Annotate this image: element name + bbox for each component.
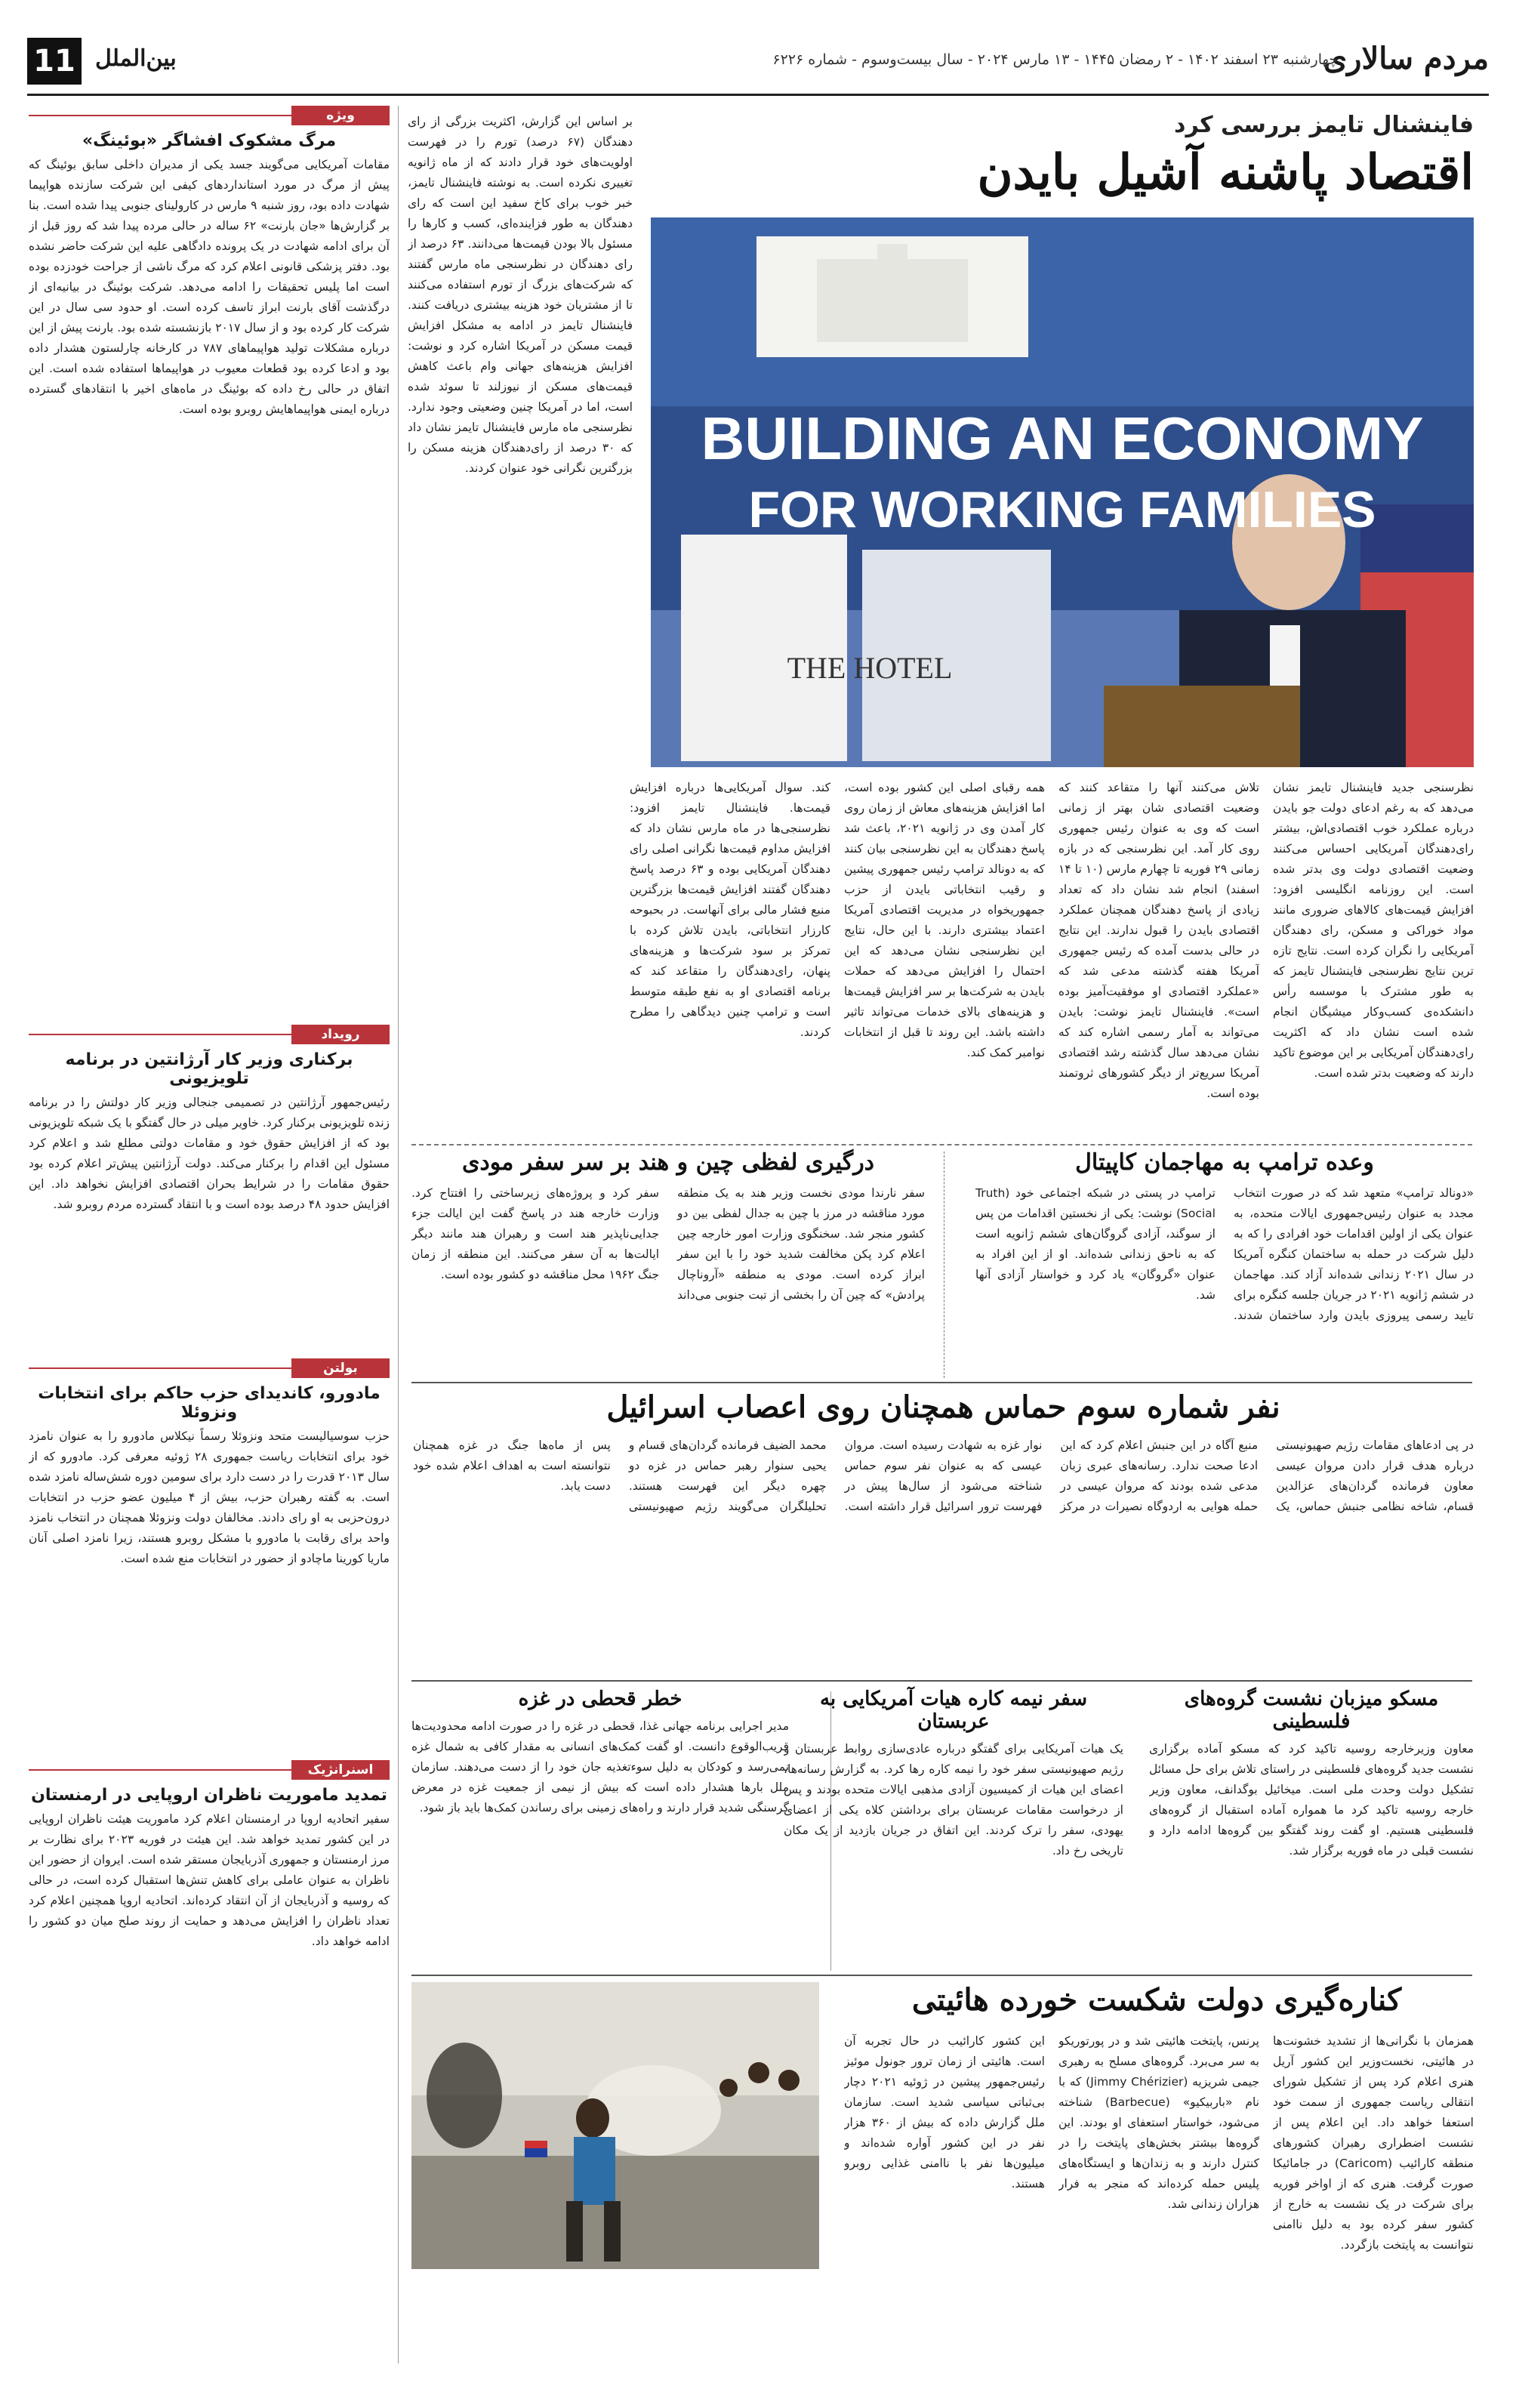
page-number: 11 (27, 38, 82, 85)
trump-body: «دونالد ترامپ» متعهد شد که در صورت انتخاب مجدد به عنوان رئیس‌جمهوری ایالات متحده، به عنوان یکی از اولین اقدامات خود افرادی را که به دلیل شرکت در حمله به ساختمان کنگره آمریکا در سال ۲۰۲۱ زندانی شده‌اند آزاد کند. مهاجمان در ششم ژانویه ۲۰۲۱ در جریان جلسه کنگره برای تایید رسمی پیروزی بایدن وارد ساختمان شدند. ترامپ در پستی در شبکه اجتماعی خود (Truth Social) نوشت: یکی از نخستین اقدامات من پس از سوگند، آزادی گروگان‌های ششم ژانویه است که به ناحق زندانی شده‌اند. او از این افراد به عنوان «گروگان» یاد کرد و خواستار آزادی آنها شد. (975, 1186, 1474, 1322)
sidebar-label-row (29, 1358, 390, 1378)
china-headline: درگیری لفظی چین و هند بر سر سفر مودی (461, 1149, 875, 1176)
sidebar-body-armenia: سفیر اتحادیه اروپا در ارمنستان اعلام کرد ماموریت هیئت ناظران اروپایی در این کشور تمدید خواهد شد. این هیئت در فوریه ۲۰۲۳ برای نظارت بر مرز ارمنستان و جمهوری آذربایجان مستقر شده است. ایروان از حضور این ناظران به عنوان عاملی برای کاهش تنش‌ها استقبال کرده است، در حالی که روسیه و آذربایجان از آن انتقاد کرده‌اند. اتحادیه اروپا همچنین اعلام کرد تعداد ناظران را افزایش می‌دهد و حمایت از روند صلح میان دو کشور را ادامه خواهد داد. (29, 1812, 390, 1948)
biden-photo-illustration (651, 217, 1474, 767)
lead-body-col3: همه رقبای اصلی این کشور بوده است، اما افزایش هزینه‌های معاش از زمان روی کار آمدن وی در ژانویه ۲۰۲۱، باعث شد پاسخ دهندگان به این نظرسنجی بیان کنند که به دونالد ترامپ رئیس جمهوری پیشین و رقیب انتخاباتی بایدن از حزب جمهوریخواه در مدیریت اقتصادی آمریکا اعتماد بیشتری دارند. با این حال، نتایج این نظرسنجی نشان می‌دهد که این احتمال را افزایش می‌دهد که حملات بایدن به شرکت‌ها بر سر افزایش قیمت‌ها و هزینه‌های بالای خدمات می‌تواند تاثیر داشته باشد. این روند تا قبل از انتخابات نوامبر کمک کند. (844, 781, 1045, 1059)
mini-article-moscow (1149, 1688, 1474, 1981)
sidebar-title-armenia: تمدید ماموریت ناظران اروپایی در ارمنستان (31, 1786, 387, 1805)
masthead (27, 38, 1489, 96)
sidebar-body-argentina: رئیس‌جمهور آرژانتین در تصمیمی جنجالی وزیر کار دولتش را در برنامه زنده تلویزیونی برکنار کرد. خاویر میلی در حال گفتگو با یک شبکه تلویزیونی بود که از افزایش حقوق خود و مقامات دولتی مطلع شد و اعلام کرد مسئول این اقدام را برکنار می‌کند. دولت آرژانتین پیش‌تر اعلام کرده بود حقوق مقامات را در شرایط بحران اقتصادی افزایش نخواهد داد. این افزایش حدود ۴۸ درصد بوده است و با انتقاد گسترده مردم روبرو شد. (29, 1096, 390, 1211)
sidebar-label-special: ویژه (291, 106, 390, 125)
label-line (29, 1769, 291, 1771)
section-name: بین‌الملل (95, 45, 177, 72)
mini-article-gaza (411, 1688, 789, 1958)
haiti-photo (411, 1982, 819, 2269)
lead-headline: اقتصاد پاشنه آشیل بایدن (977, 144, 1474, 201)
sidebar-title-boeing: مرگ مشکوک افشاگر «بوئینگ» (82, 131, 337, 150)
article-trump (975, 1149, 1474, 1372)
haiti-headline: کناره‌گیری دولت شکست خورده هائیتی (911, 1982, 1402, 2018)
haiti-street-photo-illustration (411, 1982, 819, 2269)
china-body: سفر نارندا مودی نخست وزیر هند به یک منطقه مورد مناقشه در مرز با چین به جدال لفظی بین دو کشور منجر شد. سخنگوی وزارت امور خارجه چین اعلام کرد پکن مخالفت شدید خود را با این سفر ابراز کرده است. مودی به منطقه «آروناچال پرادش» که چین آن را بخشی از تبت جنوبی می‌داند سفر کرد و پروژه‌های زیرساختی را افتتاح کرد. وزارت خارجه هند در پاسخ گفت این ایالت جزء جدایی‌ناپذیر هند است و رهبران هند مانند دیگر ایالت‌ها به آن سفر می‌کنند. این منطقه از زمان جنگ ۱۹۶۲ محل مناقشه دو کشور بوده است. (411, 1186, 925, 1302)
sidebar-label-event: رویداد (291, 1025, 390, 1044)
column-rule (398, 106, 399, 2363)
article-china (411, 1149, 925, 1372)
sidebar-label-row (29, 106, 390, 125)
lead-body-col1: نظرسنجی جدید فاینشنال تایمز نشان می‌دهد که به رغم ادعای دولت جو بایدن درباره عملکرد خوب اقتصادی‌اش، بیشتر رای‌دهندگان آمریکایی احساس می‌کنند وضعیت اقتصادی دولت وی بدتر شده است. این روزنامه انگلیسی افزود: افزایش قیمت‌های کالاهای ضروری مانند مواد خوراکی و مسکن، رای دهندگان آمریکایی را نگران کرده است. نتایج تازه ترین نتایج نظرسنجی فاینشنال تایمز که به طور مشترک با موسسه رأس دانشکده‌ی کسب‌وکار میشیگان انجام شده است نشان داد که اکثریت رای‌دهندگان آمریکایی بر این موضوع تاکید دارند که وضعیت بدتر شده است. (1273, 781, 1474, 1080)
label-line (29, 1034, 291, 1035)
gaza-headline: خطر قحطی در غزه (518, 1688, 683, 1710)
sidebar-label-strategic: اسنرانژیک (291, 1760, 390, 1780)
haiti-body-col2: پرنس، پایتخت هائیتی شد و در پورتوریکو به سر می‌برد. گروه‌های مسلح به رهبری جیمی شریزیه (Jimmy Chérizier) که با نام «باربیکیو» (Barbecue) شناخته می‌شود، خواستار استعفای او بودند. این گروه‌ها بیشتر بخش‌های پایتخت را در کنترل دارند و به زندان‌ها و ایستگاه‌های پلیس حمله کرده‌اند که منجر به فرار هزاران زندانی شد. (1058, 2034, 1259, 2211)
photo-sign-hotel: THE HOTEL (787, 651, 953, 685)
lead-body-col4: کند. سوال آمریکایی‌ها درباره افزایش قیمت‌ها. فاینشنال تایمز افزود: نظرسنجی‌ها در ماه مارس نشان داد که افزایش مداوم قیمت‌ها نگرانی اصلی رای دهندگان آمریکایی بوده و ۶۳ درصد پاسخ دهندگان گفتند افزایش قیمت‌ها بزرگترین منبع فشار مالی برای آنهاست. در بحبوحه کارزار انتخاباتی، بایدن تلاش کرده با تمرکز بر سود شرکت‌ها و هزینه‌های پنهان، رای‌دهندگان را متقاعد کند که برنامه اقتصادی او به نفع طبقه متوسط است و ترامپ چنین دیدگاهی را مطرح کردند. (630, 781, 830, 1039)
sidebar (29, 106, 390, 2111)
sidebar-label-row (29, 1025, 390, 1044)
lead-body-col5: بر اساس این گزارش، اکثریت بزرگی از رای دهندگان (۶۷ درصد) تورم را در فهرست اولویت‌های خود قرار دادند که از ماه ژانویه تغییری نکرده است. به نوشته فاینشنال تایمز، خبر خوب برای کاخ سفید این است که رای دهندگان به طور فزاینده‌ای، کسب و کارها را مسئول بالا بودن قیمت‌ها می‌دانند. ۶۳ درصد از رای دهندگان در نظرسنجی ماه مارس گفتند که شرکت‌های بزرگ از تورم استفاده می‌کنند تا از مشتریان خود هزینه بیشتری دریافت کنند. فاینشنال تایمز در ادامه به مشکل افزایش قیمت مسکن در آمریکا اشاره کرد و نوشت: افزایش هزینه‌های جهانی وام باعث کاهش قیمت‌های مسکن از نیوزلند تا سوئد شده است، اما در آمریکا چنین وضعیتی وجود ندارد. نظرسنجی ماه مارس فاینشنال تایمز نشان داد که ۳۰ درصد از رای‌دهندگان هزینه مسکن را بزرگترین نگرانی خود عنوان کردند. (408, 115, 633, 475)
newspaper-logo: مردم سالاری (1323, 41, 1489, 76)
photo-sign-line2: FOR WORKING FAMILIES (748, 481, 1376, 538)
saudi-headline: سفر نیمه کاره هیات آمریکایی به عربستان (819, 1688, 1088, 1733)
sidebar-title-venezuela: مادورو، کاندیدای حزب حاکم برای انتخابات ونزوئلا (38, 1384, 381, 1422)
lead-kicker: فاینشنال تایمز بررسی کرد (1174, 112, 1474, 138)
lead-photo (651, 217, 1474, 767)
lead-body-col2: تلاش می‌کنند آنها را متقاعد کنند که وضعیت اقتصادی شان بهتر از زمانی است که وی به عنوان رئیس جمهوری روی کار آمد. این نظرسنجی که در بازه زمانی ۲۹ فوریه تا چهارم مارس (۱۰ تا ۱۴ اسفند) انجام شد نشان داد که تعداد زیادی از پاسخ دهندگان همچنان عملکرد اقتصادی بایدن را قبول ندارند. این نتایج در حالی بدست آمده که رئیس جمهوری آمریکا هفته گذشته مدعی شد که «عملکرد اقتصادی او موفقیت‌آمیز بوده است». فاینشنال تایمز نوشت: بایدن می‌تواند به آمار رسمی اشاره کند که نشان می‌دهد سال گذشته رشد اقتصادی آمریکا سریع‌تر از دیگر کشورهای ثروتمند بوده است. (1058, 781, 1259, 1100)
label-line (29, 1367, 291, 1369)
mini-article-saudi (784, 1688, 1123, 1981)
haiti-body-col1: همزمان با نگرانی‌ها از تشدید خشونت‌ها در هائیتی، نخست‌وزیر این کشور آریل هنری اعلام کرد پس از تشکیل شورای انتقالی ریاست جمهوری از سمت خود استعفا خواهد داد. این اعلام پس از نشست اضطراری رهبران کشورهای منطقه کارائیب (Caricom) در جامائیکا صورت گرفت. هنری که از اواخر فوریه برای شرکت در یک نشست به خارج از کشور سفر کرده بود به دلیل ناامنی نتوانست به پایتخت بازگردد. (1273, 2034, 1474, 2252)
hamas-headline: نفر شماره سوم حماس همچنان روی اعصاب اسرائیل (606, 1389, 1280, 1425)
label-line (29, 115, 291, 116)
sidebar-body-boeing: مقامات آمریکایی می‌گویند جسد یکی از مدیران داخلی سابق بوئینگ که پیش از مرگ در مورد استانداردهای کیفی این شرکت سازنده هواپیما شهادت داده بود، روز شنبه ۹ مارس در کارولینای جنوبی پیدا شده است. بنا بر گزارش‌ها «جان بارنت» ۶۲ ساله در حالی مرده پیدا شد که روز قبل از آن برای ادامه شهادت در یک پرونده دادگاهی علیه این شرکت حاضر نشده بود. دفتر پزشکی قانونی اعلام کرد که مرگ ناشی از جراحت خودزده بوده است اما پلیس تحقیقات را ادامه می‌دهد. شرکت بوئینگ در بیانیه‌ای از درگذشت آقای بارنت ابراز تاسف کرده است. او حدود سی سال در این شرکت کار کرده بود و از سال ۲۰۱۷ بازنشسته شده بود. بارنت پیش از این درباره مشکلات تولید هواپیماهای ۷۸۷ در کارخانه چارلستون هشدار داده بود و ادعا کرده بود قطعات معیوب در هواپیماها استفاده شده است. این اتفاق در حالی رخ داده که بوئینگ در ماه‌های اخیر با انتقادهای گسترده درباره ایمنی هواپیماهایش روبرو بوده است. (29, 158, 390, 416)
trump-headline: وعده ترامپ به مهاجمان کاپیتال (1075, 1149, 1374, 1176)
dateline: چهارشنبه ۲۳ اسفند ۱۴۰۲ - ۲ رمضان ۱۴۴۵ - ۱۳ مارس ۲۰۲۴ - سال بیست‌وسوم - شماره ۶۲۲۶ (772, 51, 1338, 68)
article-haiti (840, 1982, 1474, 2018)
gaza-body: مدیر اجرایی برنامه جهانی غذا، قحطی در غزه را در صورت ادامه محدودیت‌ها قریب‌الوقوع دانست. او گفت کمک‌های انسانی به مقدار کافی به شمال غزه نمی‌رسد و کودکان به دلیل سوءتغذیه جان خود را از دست می‌دهند. سازمان ملل بارها هشدار داده است که بیش از نیمی از جمعیت غزه در معرض گرسنگی شدید قرار دارند و راه‌های زمینی برای رساندن کمک‌ها باید باز شود. (411, 1719, 789, 1814)
moscow-headline: مسکو میزبان نشست گروه‌های فلسطینی (1184, 1688, 1439, 1733)
section-divider (411, 1680, 1472, 1682)
sidebar-body-venezuela: حزب سوسیالیست متحد ونزوئلا رسماً نیکلاس مادورو را به عنوان نامزد خود برای انتخابات ریاست جمهوری ۲۸ ژوئیه معرفی کرد. مادورو که از سال ۲۰۱۳ قدرت را در دست دارد برای سومین دوره شش‌ساله نامزد شده است. به گفته رهبران حزب، بیش از ۴ میلیون عضو حزب در انتخابات درون‌حزبی به او رای دادند. مخالفان دولت ونزوئلا همچنان در انتخاب نامزد واحد برای رقابت با مادورو با مشکل روبرو هستند، زیرا نامزد اصلی آنان ماریا کورینا ماچادو از حضور در انتخابات منع شده است. (29, 1429, 390, 1565)
hamas-body: در پی ادعاهای مقامات رژیم صهیونیستی درباره هدف قرار دادن مروان عیسی معاون فرمانده گردان‌های عزالدین قسام، شاخه نظامی جنبش حماس، یک منبع آگاه در این جنبش اعلام کرد که این ادعا صحت ندارد. رسانه‌های عبری زبان مدعی شده بودند که مروان عیسی در حمله هوایی به اردوگاه نصیرات در مرکز نوار غزه به شهادت رسیده است. مروان عیسی که به عنوان نفر سوم حماس شناخته می‌شود از سال‌ها پیش در فهرست ترور اسرائیل قرار داشته است. محمد الضیف فرمانده گردان‌های قسام و یحیی سنوار رهبر حماس در غزه دو چهره دیگر این فهرست هستند. تحلیلگران می‌گویند رژیم صهیونیستی پس از ماه‌ها جنگ در غزه همچنان نتوانسته است به اهداف اعلام شده خود دست یابد. (413, 1438, 1474, 1513)
sidebar-label-bulletin: بولتن (291, 1358, 390, 1378)
saudi-body: یک هیات آمریکایی برای گفتگو درباره عادی‌سازی روابط عربستان و رژیم صهیونیستی سفر خود را نیمه کاره رها کرد. به گزارش رسانه‌ها، اعضای این هیات از کمیسیون آزادی مذهبی ایالات متحده بودند و پس از درخواست مقامات عربستان برای برداشتن کلاه یکی از اعضای یهودی، سفر را ترک کردند. این اتفاق در جریان بازدید از یک مکان تاریخی رخ داد. (784, 1742, 1123, 1858)
photo-sign-line1: BUILDING AN ECONOMY (701, 405, 1424, 472)
haiti-body-col3: این کشور کارائیب در حال تجربه آن است. هائیتی از زمان ترور جونول موئیز رئیس‌جمهور پیشین در ژوئیه ۲۰۲۱ دچار بی‌ثباتی سیاسی شدید است. سازمان ملل گزارش داده که بیش از ۳۶۰ هزار نفر در این کشور آواره شده‌اند و میلیون‌ها نفر با ناامنی غذایی روبرو هستند. (844, 2034, 1045, 2191)
section-divider (411, 1144, 1472, 1145)
column-rule (944, 1152, 945, 1378)
sidebar-label-row (29, 1760, 390, 1780)
moscow-body: معاون وزیرخارجه روسیه تاکید کرد که مسکو آماده برگزاری نشست جدید گروه‌های فلسطینی در راستای تلاش برای حل مسائل تشکیل دولت وحدت ملی است. میخائیل بوگدانف، معاون وزیر خارجه روسیه تاکید کرد ما همواره آماده استقبال از گروه‌های فلسطینی هستیم. او گفت روند گفتگو بین گروه‌ها ادامه دارد و نشست قبلی در ماه فوریه برگزار شد. (1149, 1742, 1474, 1858)
article-hamas (413, 1389, 1474, 1662)
section-divider (411, 1975, 1472, 1976)
sidebar-title-argentina: برکناری وزیر کار آرژانتین در برنامه تلویزیونی (65, 1050, 353, 1088)
section-divider (411, 1382, 1472, 1383)
haiti-body-col4 (411, 2277, 819, 2363)
